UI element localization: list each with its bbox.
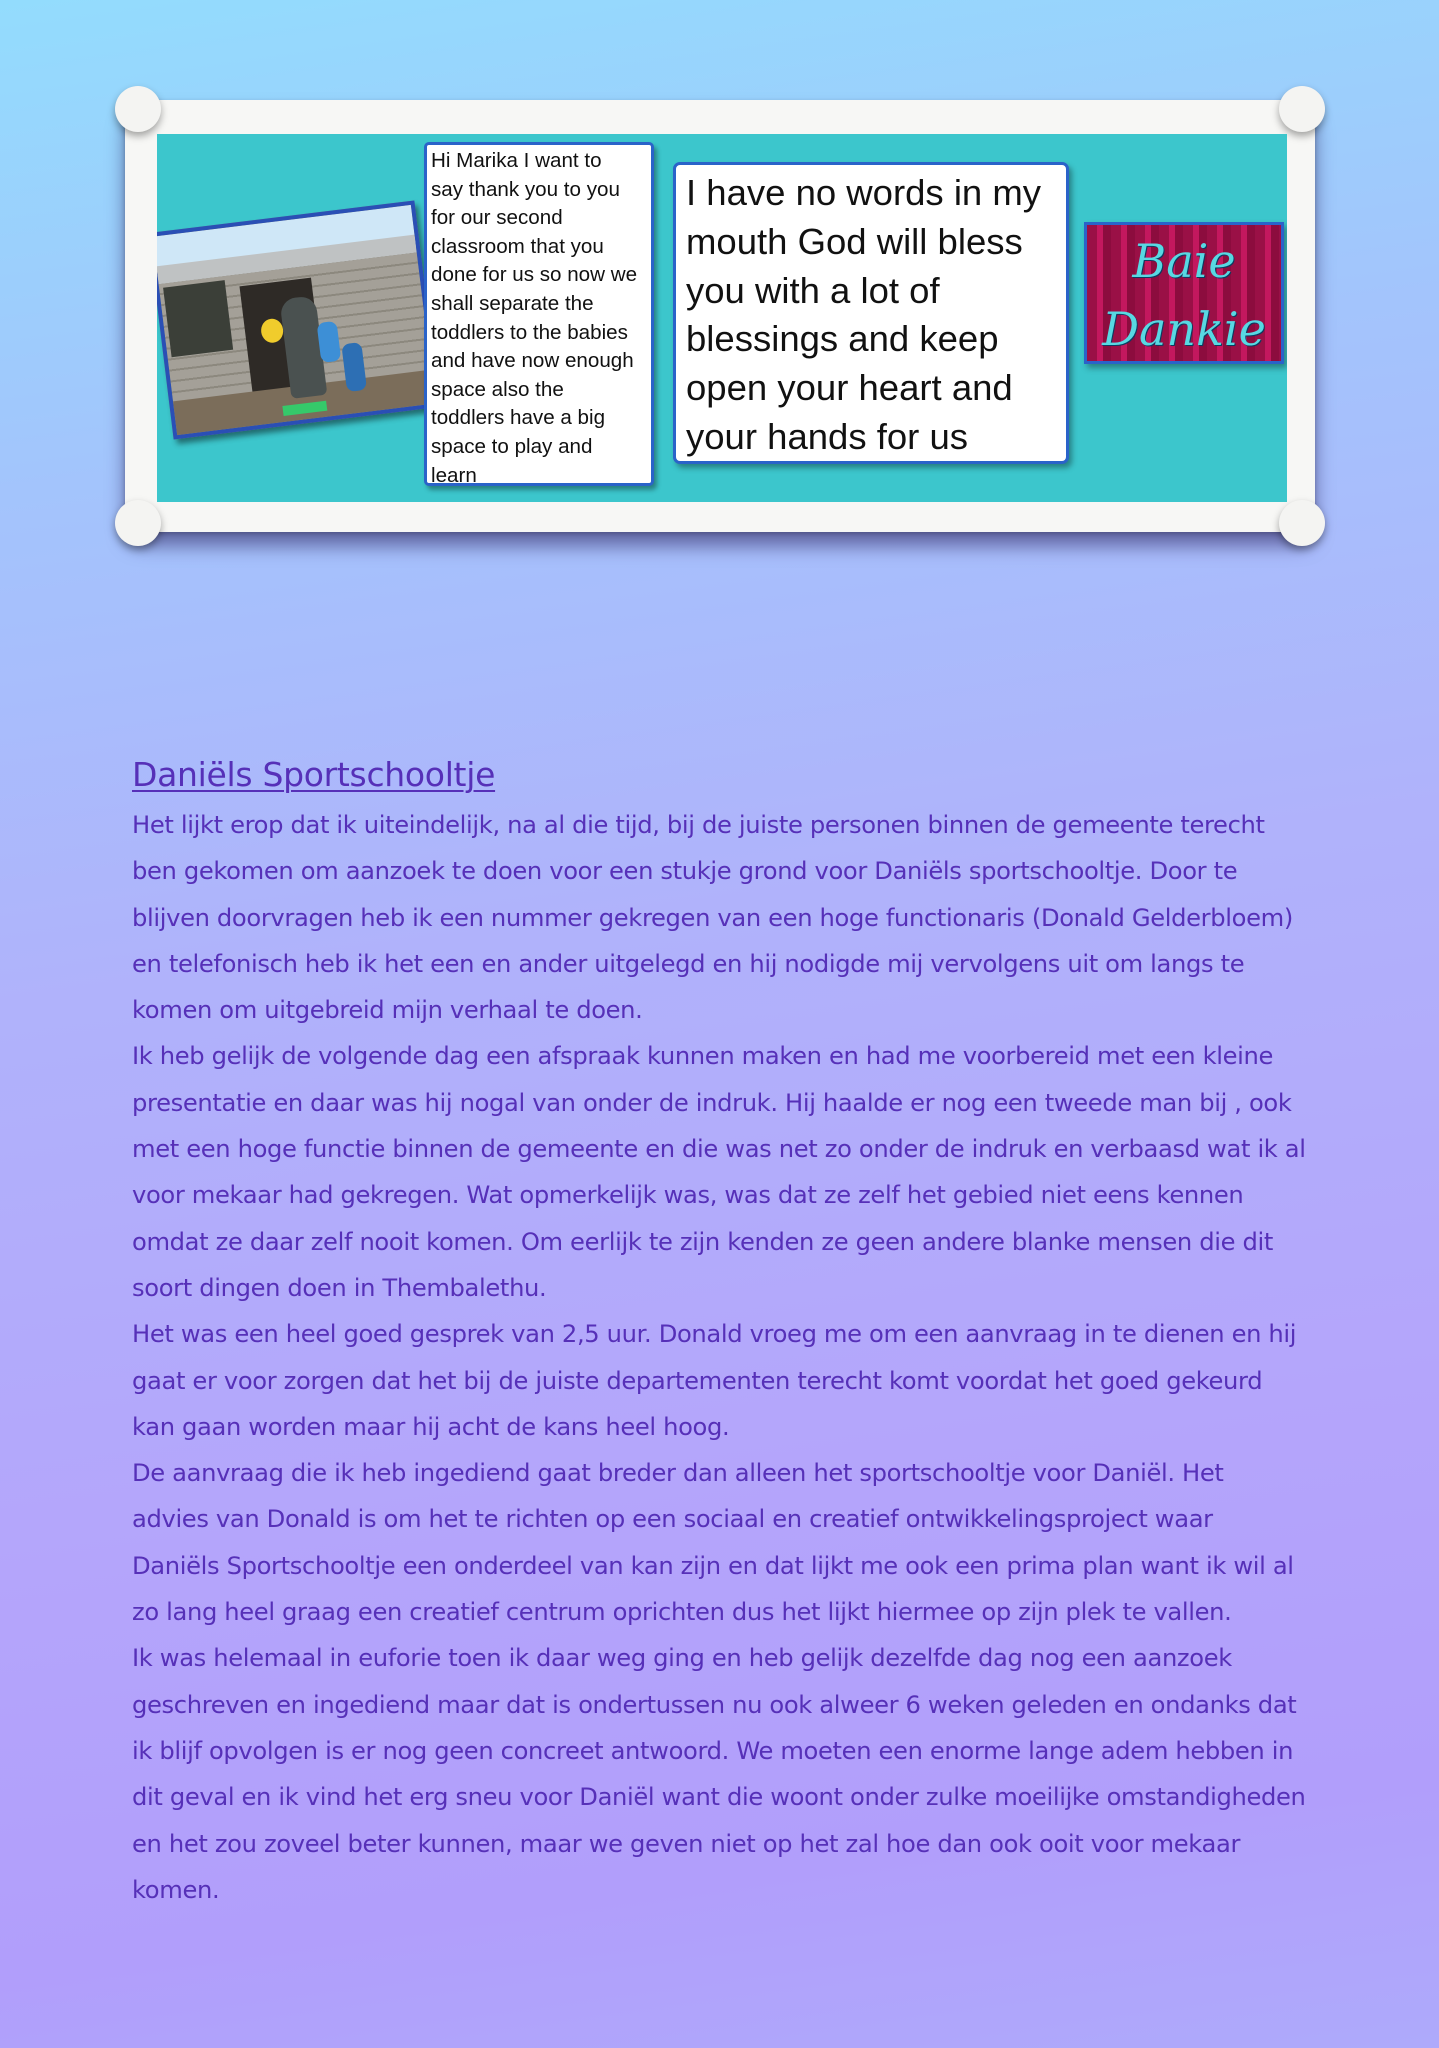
message-line: done for us so now we xyxy=(431,263,638,287)
body-line: kan gaan worden maar hij acht de kans heel hoog. xyxy=(132,1412,730,1441)
body-line: Het lijkt erop dat ik uiteindelijk, na al die tijd, bij de juiste personen binnen de gemeente terecht xyxy=(132,811,1265,839)
message-line: blessings and keep xyxy=(686,318,999,360)
message-line: and have now enough xyxy=(431,349,634,373)
body-line: ik blijf opvolgen is er nog geen concreet antwoord. We moeten een enorme lange adem hebben in xyxy=(132,1736,1294,1765)
body-line: presentatie en daar was hij nogal van onder de indruk. Hij haalde er nog een tweede man bij , ook xyxy=(132,1088,1292,1117)
body-line: blijven doorvragen heb ik een nummer gekregen van een hoge functionaris (Donald Gelderbloem) xyxy=(132,903,1293,932)
message-line: classroom that you xyxy=(431,234,604,258)
body-line: dit geval en ik vind het erg sneu voor Daniël want die woont onder zulke moeilijke omstandigheden xyxy=(132,1783,1306,1812)
body-line: Daniëls Sportschooltje een onderdeel van kan zijn en dat lijkt me ook een prima plan want ik wil al xyxy=(132,1551,1294,1580)
body-line: Ik was helemaal in euforie toen ik daar weg ging en heb gelijk dezelfde dag nog een aanzoek xyxy=(132,1644,1232,1673)
message-line: say thank you to you xyxy=(431,177,620,201)
dankie-line: Dankie xyxy=(1102,302,1266,356)
message-line: I have no words in my xyxy=(686,172,1042,213)
message-line: mouth God will bless xyxy=(686,220,1023,262)
message-line: space to play and xyxy=(431,434,593,458)
thank-you-message-short xyxy=(424,142,654,486)
body-line: met een hoge functie binnen de gemeente en die was net zo onder de indruk en verbaasd wat ik al xyxy=(132,1135,1306,1164)
article-title: Daniëls Sportschooltje xyxy=(132,755,496,794)
body-line: voor mekaar had gekregen. Wat opmerkelijk was, was dat ze zelf het gebied niet eens kennen xyxy=(132,1181,1244,1210)
message-line: space also the xyxy=(431,377,564,401)
message-line: open your heart and xyxy=(686,367,1013,409)
body-line: geschreven en ingediend maar dat is ondertussen nu ook alweer 6 weken geleden en ondanks dat xyxy=(132,1690,1297,1719)
message-line: toddlers have a big xyxy=(431,406,606,430)
message-line: for our second xyxy=(431,206,563,230)
body-line: ben gekomen om aanzoek te doen voor een stukje grond voor Daniëls sportschooltje. Door te xyxy=(132,857,1238,886)
message-line: your hands for us xyxy=(686,415,969,457)
message-line: shall separate the xyxy=(431,291,594,315)
article-body xyxy=(132,802,1332,1913)
body-line: komen. xyxy=(132,1875,220,1904)
body-line: De aanvraag die ik heb ingediend gaat breder dan alleen het sportschooltje voor Daniël. Het xyxy=(132,1459,1224,1488)
banner-collage xyxy=(157,134,1287,502)
baie-dankie-card xyxy=(1084,222,1284,364)
body-line: omdat ze daar zelf nooit komen. Om eerlijk te zijn kenden ze geen andere blanke mensen die dit xyxy=(132,1227,1273,1256)
frame-corner xyxy=(1279,86,1325,132)
body-line: komen om uitgebreid mijn verhaal te doen. xyxy=(132,996,643,1025)
frame-corner xyxy=(115,86,161,132)
thank-you-message-long xyxy=(673,162,1069,464)
body-line: advies van Donald is om het te richten op een sociaal en creatief ontwikkelingsproject waar xyxy=(132,1505,1213,1534)
article xyxy=(132,752,1332,1913)
body-line: en telefonisch heb ik het een en ander uitgelegd en hij nodigde mij vervolgens uit om langs te xyxy=(132,949,1245,978)
frame-corner xyxy=(115,500,161,546)
body-line: en het zou zoveel beter kunnen, maar we geven niet op het zal hoe dan ook ooit voor mekaar xyxy=(132,1829,1241,1858)
dankie-line: Baie xyxy=(1132,234,1236,288)
message-line: toddlers to the babies xyxy=(431,320,628,344)
message-line: learn xyxy=(431,463,477,486)
body-line: Ik heb gelijk de volgende dag een afspraak kunnen maken en had me voorbereid met een kleine xyxy=(132,1042,1274,1071)
body-line: soort dingen doen in Thembalethu. xyxy=(132,1273,547,1302)
frame-corner xyxy=(1279,500,1325,546)
message-line: you with a lot of xyxy=(686,269,940,311)
classroom-photo xyxy=(157,200,440,439)
body-line: gaat er voor zorgen dat het bij de juiste departementen terecht komt voordat het goed gekeurd xyxy=(132,1366,1263,1395)
body-line: zo lang heel graag een creatief centrum oprichten dus het lijkt hiermee op zijn plek te vallen. xyxy=(132,1598,1232,1627)
message-line: Hi Marika I want to xyxy=(431,149,602,172)
body-line: Het was een heel goed gesprek van 2,5 uur. Donald vroeg me om een aanvraag in te dienen en hij xyxy=(132,1320,1297,1349)
